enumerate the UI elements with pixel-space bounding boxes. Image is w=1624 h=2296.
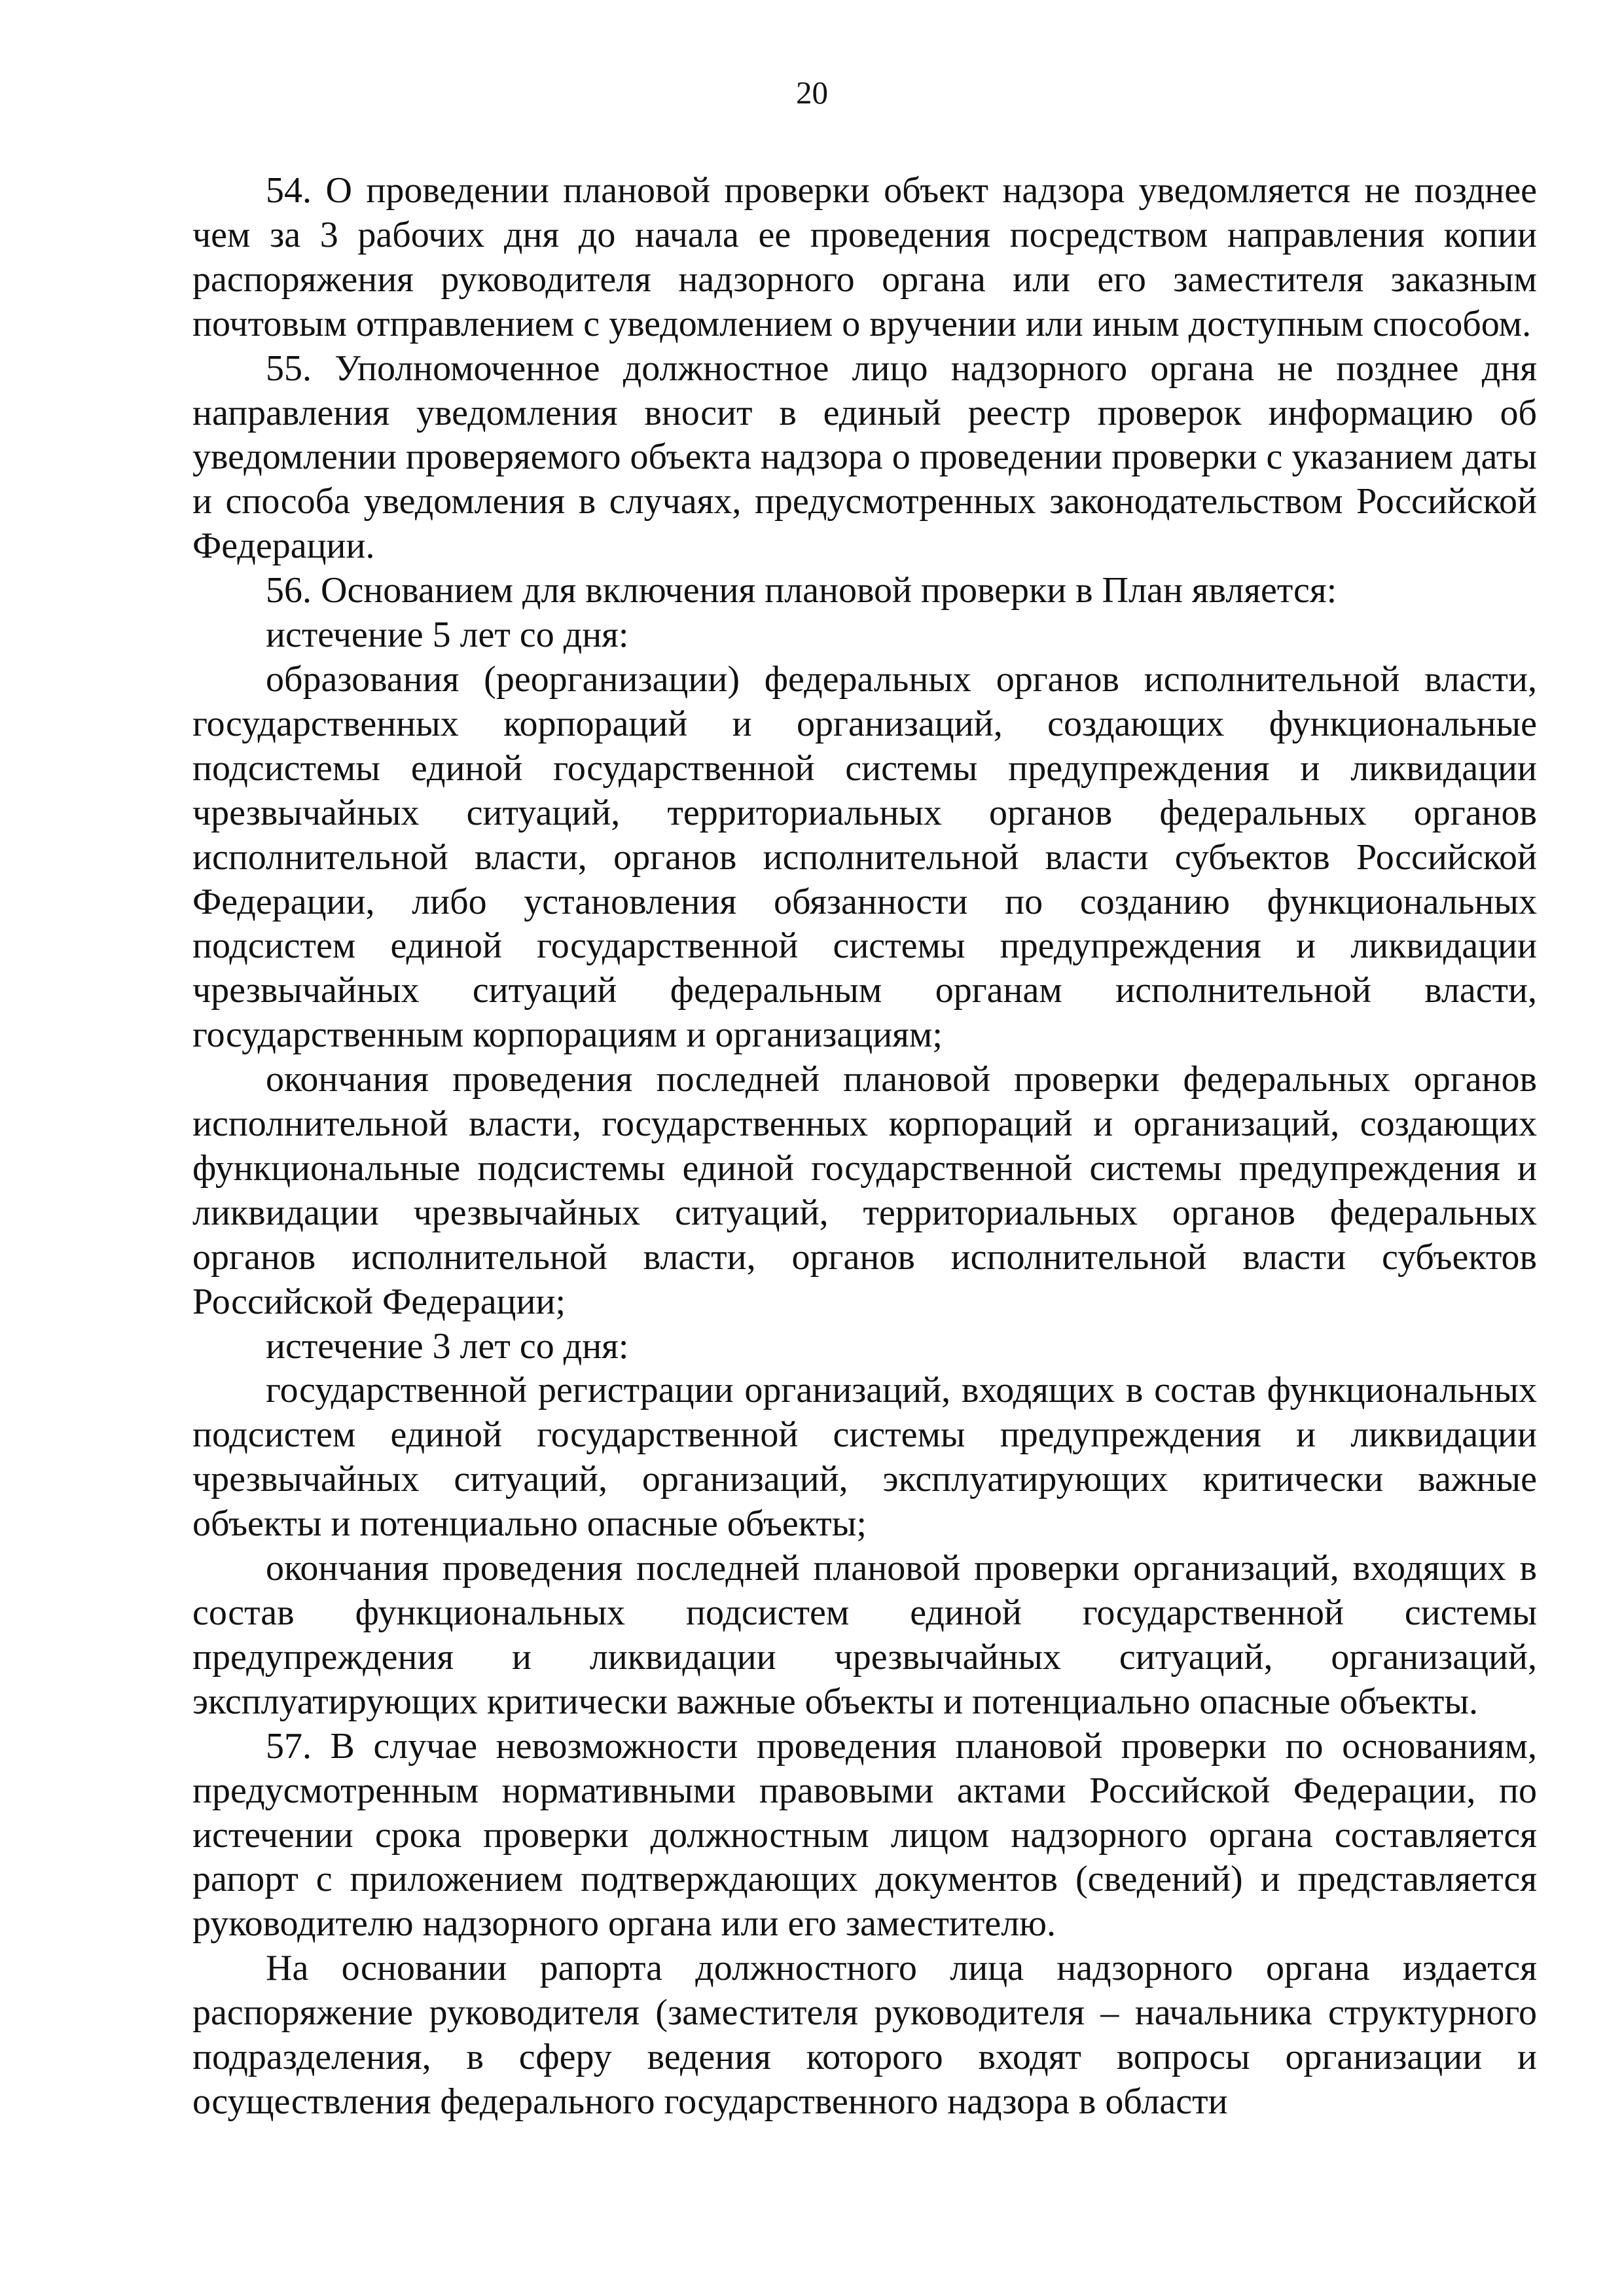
page-number: 20: [796, 75, 828, 111]
paragraph-56: 56. Основанием для включения плановой проверки в План является:: [266, 570, 1337, 611]
paragraph-report-basis: На основании рапорта должностного лица надзорного органа издается распоряжение руководителя (заместителя руководителя – начальника структурного подразделения, в сферу ведения которого входят вопросы организации и осуществления федерального государственного надзора в области: [192, 1948, 1537, 2122]
paragraph-54: 54. О проведении плановой проверки объект надзора уведомляется не позднее чем за 3 рабочих дня до начала ее проведения посредством направления копии распоряжения руководителя надзорного органа или его заместителя заказным почтовым отправлением с уведомлением о вручении или иным доступным способом.: [192, 170, 1537, 344]
paragraph-last-inspection-organizations: окончания проведения последней плановой проверки организаций, входящих в состав функциональных подсистем единой государственной системы предупреждения и ликвидации чрезвычайных ситуаций, организаций, эксплуатирующих критически важные объекты и потенциально опасные объекты.: [192, 1548, 1537, 1722]
paragraph-3-years-heading: истечение 3 лет со дня:: [266, 1325, 629, 1367]
document-body: [192, 169, 1537, 2125]
paragraph-57: 57. В случае невозможности проведения плановой проверки по основаниям, предусмотренным нормативными правовыми актами Российской Федерации, по истечении срока проверки должностным лицом надзорного органа составляется рапорт с приложением подтверждающих документов (сведений) и представляется руководителю надзорного органа или его заместителю.: [192, 1725, 1537, 1945]
paragraph-state-registration: государственной регистрации организаций, входящих в состав функциональных подсистем единой государственной системы предупреждения и ликвидации чрезвычайных ситуаций, организаций, эксплуатирующих критически важные объекты и потенциально опасные объекты;: [192, 1370, 1537, 1545]
paragraph-55: 55. Уполномоченное должностное лицо надзорного органа не позднее дня направления уведомления вносит в единый реестр проверок информацию об уведомлении проверяемого объекта надзора о проведении проверки с указанием даты и способа уведомления в случаях, предусмотренных законодательством Российской Федерации.: [192, 348, 1537, 567]
paragraph-formation-reorganization: образования (реорганизации) федеральных органов исполнительной власти, государственных корпораций и организаций, создающих функциональные подсистемы единой государственной системы предупреждения и ликвидации чрезвычайных ситуаций, территориальных органов федеральных органов исполнительной власти, органов исполнительной власти субъектов Российской Федерации, либо установления обязанности по созданию функциональных подсистем единой государственной системы предупреждения и ликвидации чрезвычайных ситуаций федеральным органам исполнительной власти, государственным корпорациям и организациям;: [192, 658, 1537, 1056]
paragraph-5-years-heading: истечение 5 лет со дня:: [266, 615, 629, 656]
paragraph-last-inspection-federal: окончания проведения последней плановой проверки федеральных органов исполнительной власти, государственных корпораций и организаций, создающих функциональные подсистемы единой государственной системы предупреждения и ликвидации чрезвычайных ситуаций, территориальных органов федеральных органов исполнительной власти, органов исполнительной власти субъектов Российской Федерации;: [192, 1059, 1537, 1322]
